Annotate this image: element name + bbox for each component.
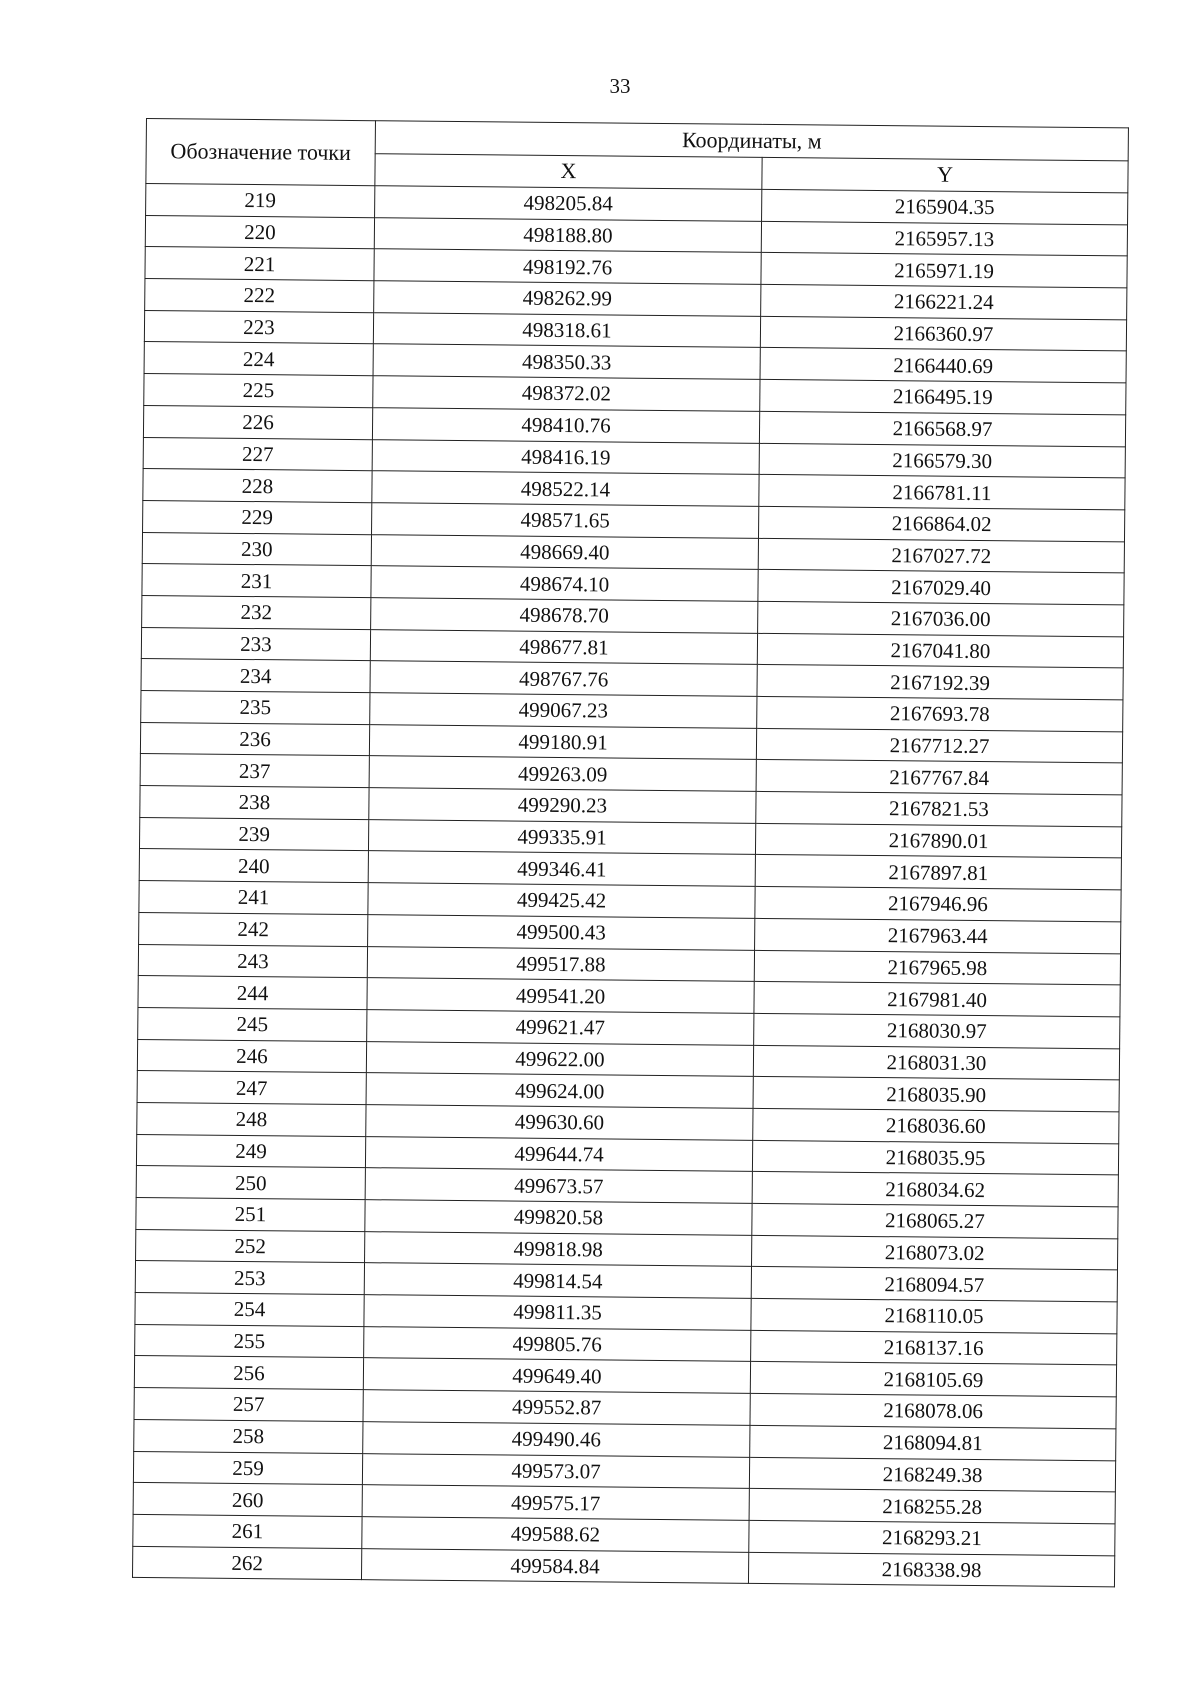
table-body [132,184,1127,1588]
y-cell: 2166221.24 [761,284,1127,319]
x-cell: 498678.70 [371,598,758,633]
x-cell: 498767.76 [370,661,757,696]
point-cell: 243 [138,944,367,978]
y-cell: 2168036.60 [753,1108,1119,1143]
x-cell: 499552.87 [363,1390,750,1425]
point-cell: 253 [135,1261,364,1295]
point-cell: 233 [141,627,370,661]
x-cell: 498674.10 [371,566,758,601]
point-cell: 226 [143,405,372,439]
y-cell: 2165904.35 [762,189,1128,224]
point-cell: 245 [138,1007,367,1041]
point-cell: 231 [142,564,371,598]
point-cell: 227 [143,437,372,471]
point-cell: 259 [133,1451,362,1485]
point-cell: 262 [132,1546,361,1580]
x-cell: 498262.99 [374,281,761,316]
point-cell: 230 [142,532,371,566]
point-cell: 254 [135,1293,364,1327]
x-cell: 499067.23 [370,693,757,728]
y-cell: 2168338.98 [748,1552,1114,1587]
y-cell: 2167693.78 [757,696,1123,731]
x-cell: 499335.91 [368,819,755,854]
point-cell: 224 [144,342,373,376]
y-cell: 2167897.81 [755,855,1121,890]
y-cell: 2168249.38 [749,1457,1115,1492]
x-cell: 499811.35 [364,1295,751,1330]
x-cell: 499263.09 [369,756,756,791]
point-cell: 232 [142,595,371,629]
x-cell: 499290.23 [369,788,756,823]
header-point-designation: Обозначение точки [146,119,376,186]
y-cell: 2167192.39 [757,665,1123,700]
x-cell: 499820.58 [365,1200,752,1235]
y-cell: 2167767.84 [756,760,1122,795]
point-cell: 247 [137,1071,366,1105]
x-cell: 499584.84 [361,1548,748,1583]
y-cell: 2168137.16 [751,1330,1117,1365]
x-cell: 499624.00 [366,1073,753,1108]
header-y: Y [762,157,1128,193]
page-number: 33 [609,74,631,98]
x-cell: 498188.80 [374,217,761,252]
point-cell: 228 [143,469,372,503]
point-cell: 251 [136,1197,365,1231]
x-cell: 499180.91 [369,724,756,759]
y-cell: 2167029.40 [758,570,1124,605]
y-cell: 2167965.98 [754,950,1120,985]
y-cell: 2167036.00 [758,601,1124,636]
y-cell: 2168031.30 [753,1045,1119,1080]
y-cell: 2167821.53 [756,791,1122,826]
point-cell: 237 [140,754,369,788]
point-cell: 249 [136,1134,365,1168]
point-cell: 236 [140,722,369,756]
y-cell: 2167027.72 [758,538,1124,573]
x-cell: 498522.14 [372,471,759,506]
point-cell: 225 [144,374,373,408]
x-cell: 498410.76 [372,408,759,443]
y-cell: 2166781.11 [759,475,1125,510]
point-cell: 256 [134,1356,363,1390]
y-cell: 2168035.95 [752,1140,1118,1175]
x-cell: 499500.43 [368,914,755,949]
header-coordinates: Координаты, м [375,121,1128,161]
point-cell: 240 [139,849,368,883]
point-cell: 252 [136,1229,365,1263]
x-cell: 499541.20 [367,978,754,1013]
y-cell: 2166568.97 [759,411,1125,446]
point-cell: 260 [133,1483,362,1517]
table-header [146,119,1129,193]
y-cell: 2167981.40 [754,982,1120,1017]
y-cell: 2165971.19 [761,253,1127,288]
y-cell: 2168078.06 [750,1393,1116,1428]
x-cell: 499588.62 [362,1517,749,1552]
coordinates-table [132,118,1129,1588]
y-cell: 2168105.69 [750,1362,1116,1397]
point-cell: 222 [145,279,374,313]
point-cell: 244 [138,976,367,1010]
x-cell: 499805.76 [364,1326,751,1361]
x-cell: 499673.57 [365,1168,752,1203]
point-cell: 248 [137,1102,366,1136]
x-cell: 499814.54 [364,1263,751,1298]
x-cell: 498205.84 [375,186,762,221]
point-cell: 220 [145,215,374,249]
x-cell: 499630.60 [366,1105,753,1140]
x-cell: 498318.61 [373,312,760,347]
point-cell: 261 [133,1514,362,1548]
x-cell: 498571.65 [372,503,759,538]
x-cell: 499575.17 [362,1485,749,1520]
x-cell: 498416.19 [372,439,759,474]
point-cell: 229 [143,500,372,534]
x-cell: 499644.74 [365,1136,752,1171]
y-cell: 2165957.13 [761,221,1127,256]
x-cell: 499621.47 [367,1010,754,1045]
y-cell: 2168255.28 [749,1489,1115,1524]
y-cell: 2168110.05 [751,1298,1117,1333]
x-cell: 499425.42 [368,883,755,918]
y-cell: 2168073.02 [752,1235,1118,1270]
point-cell: 221 [145,247,374,281]
x-cell: 498192.76 [374,249,761,284]
point-cell: 257 [134,1388,363,1422]
y-cell: 2166360.97 [760,316,1126,351]
point-cell: 241 [139,881,368,915]
header-x: X [375,153,762,189]
y-cell: 2166864.02 [758,506,1124,541]
x-cell: 498350.33 [373,344,760,379]
x-cell: 499649.40 [363,1358,750,1393]
header-row-top [146,119,1128,161]
y-cell: 2168034.62 [752,1172,1118,1207]
y-cell: 2167890.01 [755,823,1121,858]
y-cell: 2167946.96 [755,887,1121,922]
y-cell: 2168094.81 [750,1425,1116,1460]
point-cell: 246 [137,1039,366,1073]
point-cell: 219 [146,184,375,218]
y-cell: 2166440.69 [760,348,1126,383]
x-cell: 499346.41 [368,851,755,886]
point-cell: 223 [144,310,373,344]
x-cell: 498372.02 [373,376,760,411]
y-cell: 2167963.44 [755,918,1121,953]
x-cell: 499818.98 [365,1231,752,1266]
x-cell: 499517.88 [367,946,754,981]
point-cell: 258 [134,1419,363,1453]
x-cell: 498669.40 [371,534,758,569]
x-cell: 498677.81 [370,629,757,664]
point-cell: 250 [136,1166,365,1200]
point-cell: 239 [139,817,368,851]
y-cell: 2168094.57 [751,1267,1117,1302]
y-cell: 2167041.80 [757,633,1123,668]
x-cell: 499622.00 [366,1041,753,1076]
point-cell: 234 [141,659,370,693]
point-cell: 242 [139,912,368,946]
x-cell: 499490.46 [363,1421,750,1456]
y-cell: 2168065.27 [752,1203,1118,1238]
x-cell: 499573.07 [362,1453,749,1488]
y-cell: 2168293.21 [749,1520,1115,1555]
y-cell: 2168030.97 [754,1013,1120,1048]
point-cell: 235 [141,690,370,724]
point-cell: 238 [140,786,369,820]
y-cell: 2166579.30 [759,443,1125,478]
y-cell: 2166495.19 [760,380,1126,415]
point-cell: 255 [135,1324,364,1358]
y-cell: 2167712.27 [756,728,1122,763]
y-cell: 2168035.90 [753,1077,1119,1112]
